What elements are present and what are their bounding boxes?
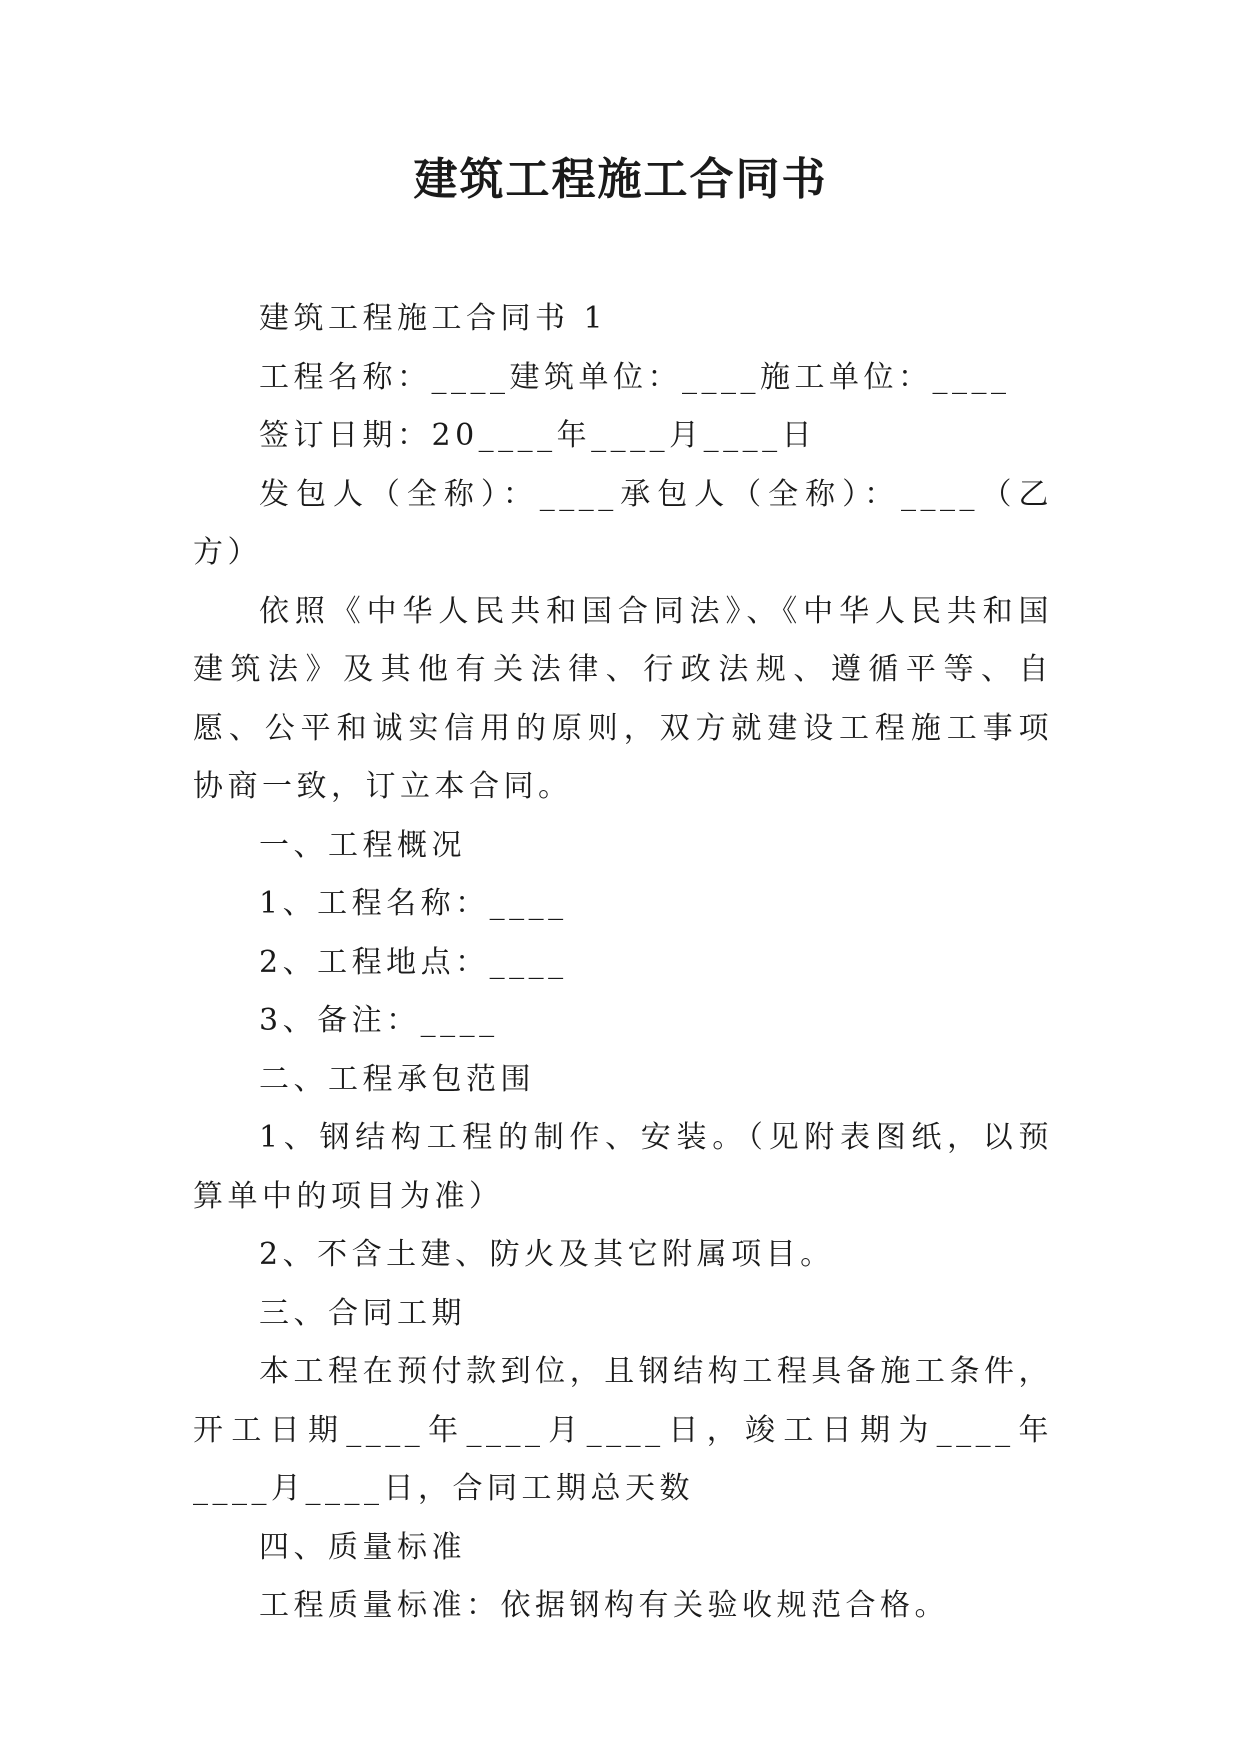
section-heading-scope: 二、工程承包范围: [259, 1061, 535, 1097]
paragraph-subtitle: 建筑工程施工合同书 1: [259, 301, 608, 336]
paragraph-scope-1: 1、钢结构工程的制作、安装。（见附表图纸，以预算单中的项目为准）: [193, 1120, 1053, 1214]
section-heading-quality: 四、质量标准: [259, 1529, 466, 1565]
paragraph-project-location: 2、工程地点：____: [259, 944, 568, 980]
paragraph-quality: 工程质量标准：依据钢构有关验收规范合格。: [259, 1588, 949, 1623]
paragraph-project-name: 1、工程名称：____: [259, 886, 568, 921]
paragraph-preamble: 依照《中华人民共和国合同法》、《中华人民共和国建筑法》及其他有关法律、行政法规、遵循平等、自愿、公平和诚实信用的原则，双方就建设工程施工事项协商一致，订立本合同。: [193, 593, 1053, 804]
paragraph-duration: 本工程在预付款到位，且钢结构工程具备施工条件，开工日期____年____月____日，竣工日期为____年____月____日，合同工期总天数: [193, 1354, 1053, 1506]
paragraph-project-fields: 工程名称：____建筑单位：____施工单位：____: [259, 359, 1011, 395]
paragraph-remarks: 3、备注：____: [259, 1003, 499, 1038]
paragraph-scope-2: 2、不含土建、防火及其它附属项目。: [259, 1237, 835, 1272]
paragraph-parties: 发包人（全称）：____承包人（全称）：____（乙方）: [193, 476, 1053, 570]
document-body: [193, 290, 1053, 1636]
section-heading-duration: 三、合同工期: [259, 1295, 466, 1331]
document-title: 建筑工程施工合同书: [413, 154, 828, 205]
paragraph-sign-date: 签订日期：20____年____月____日: [259, 418, 817, 453]
section-heading-overview: 一、工程概况: [259, 827, 466, 863]
